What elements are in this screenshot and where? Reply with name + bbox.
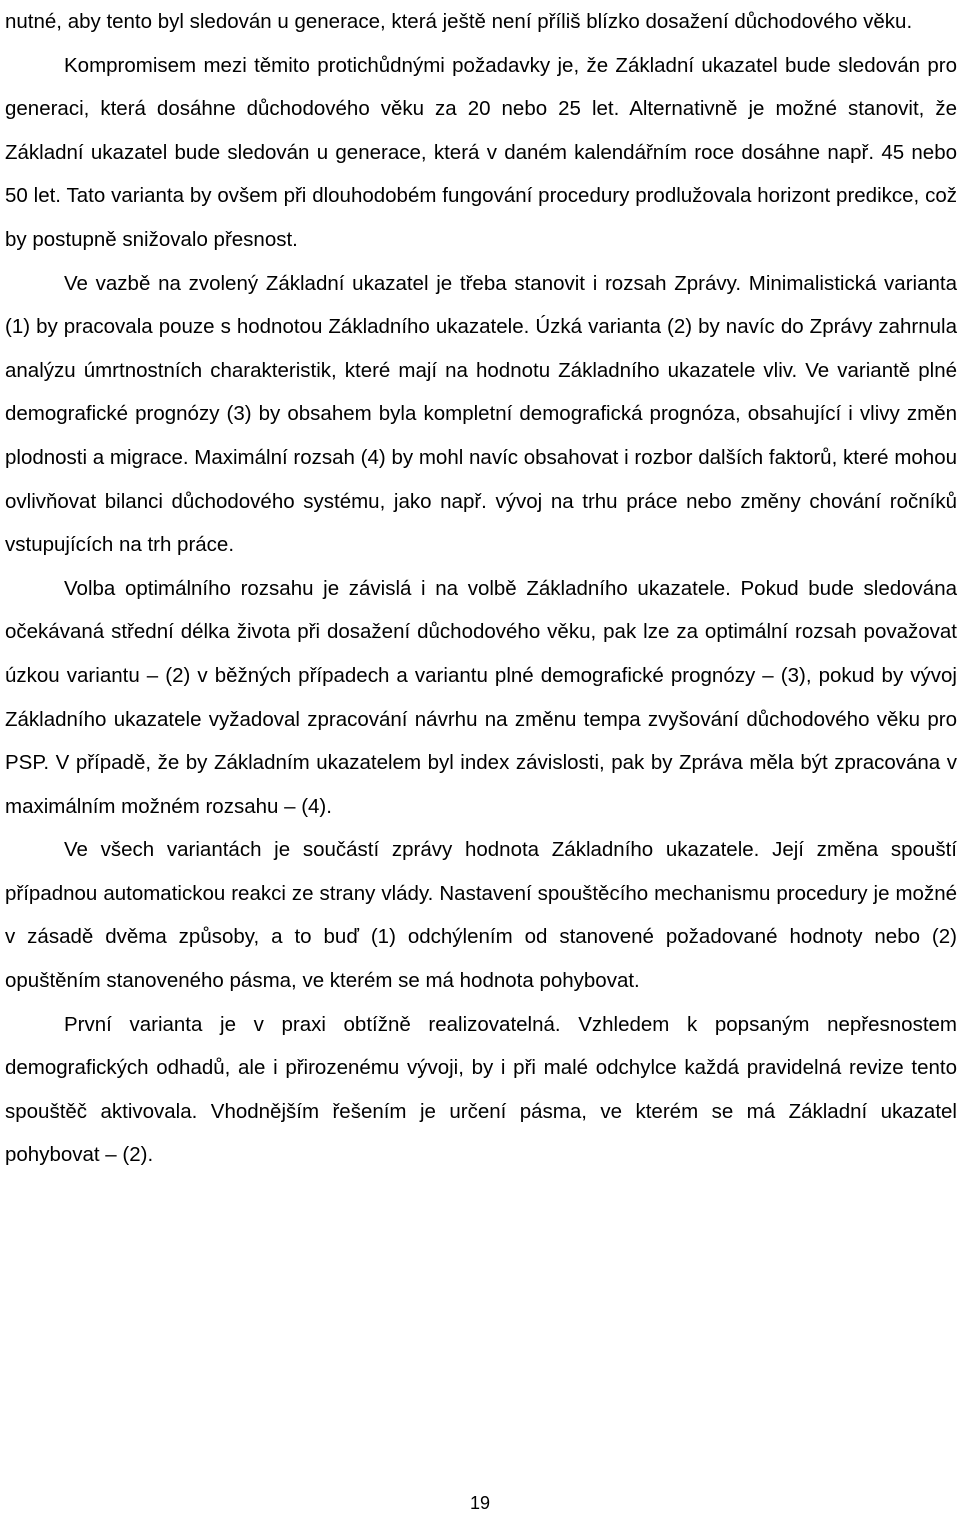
page-number: 19 [469,1493,491,1513]
paragraph-report-scope: Ve vazbě na zvolený Základní ukazatel je třeba stanovit i rozsah Zprávy. Minimalistická varianta (1) by pracovala pouze s hodnotou Základního ukazatele. Úzká varianta (2) by navíc do Zprávy zahrnula analýzu úmrtnostních charakteristik, které mají na hodnotu Základního ukazatele vliv. Ve variantě plné demografické prognózy (3) by obsahem byla kompletní demografická prognóza, obsahující i vlivy změn plodnosti a migrace. Maximální rozsah (4) by mohl navíc obsahovat i rozbor dalších faktorů, které mohou ovlivňovat bilanci důchodového systému, jako např. vývoj na trhu práce nebo změny chování ročníků vstupujících na trh práce. [5,271,957,557]
paragraph-first-variant: První varianta je v praxi obtížně realizovatelná. Vzhledem k popsaným nepřesnostem demografických odhadů, ale i přirozenému vývoji, by i při malé odchylce každá pravidelná revize tento spouštěč aktivovala. Vhodnějším řešením je určení pásma, ve kterém se má Základní ukazatel pohybovat – (2). [5,1012,957,1167]
paragraph-trigger-mechanism: Ve všech variantách je součástí zprávy hodnota Základního ukazatele. Její změna spouští případnou automatickou reakci ze strany vlády. Nastavení spouštěcího mechanismu procedury je možné v zásadě dvěma způsoby, a to buď (1) odchýlením od stanovené požadované hodnoty nebo (2) opuštěním stanoveného pásma, ve kterém se má hodnota pohybovat. [5,838,957,993]
paragraph-continuation: nutné, aby tento byl sledován u generace, která ještě není příliš blízko dosažení důchodového věku. [5,10,913,33]
document-body [5,0,957,1177]
paragraph-optimal-scope: Volba optimálního rozsahu je závislá i na volbě Základního ukazatele. Pokud bude sledována očekávaná střední délka života při dosažení důchodového věku, pak lze za optimální rozsah považovat úzkou variantu – (2) v běžných případech a variantu plné demografické prognózy – (3), pokud by vývoj Základního ukazatele vyžadoval zpracování návrhu na změnu tempa zvyšování důchodového věku pro PSP. V případě, že by Základním ukazatelem byl index závislosti, pak by Zpráva měla být zpracována v maximálním možném rozsahu – (4). [5,576,957,818]
paragraph-compromise-generation: Kompromisem mezi těmito protichůdnými požadavky je, že Základní ukazatel bude sledován pro generaci, která dosáhne důchodového věku za 20 nebo 25 let. Alternativně je možné stanovit, že Základní ukazatel bude sledován u generace, která v daném kalendářním roce dosáhne např. 45 nebo 50 let. Tato varianta by ovšem při dlouhodobém fungování procedury prodlužovala horizont predikce, což by postupně snižovalo přesnost. [5,53,957,251]
